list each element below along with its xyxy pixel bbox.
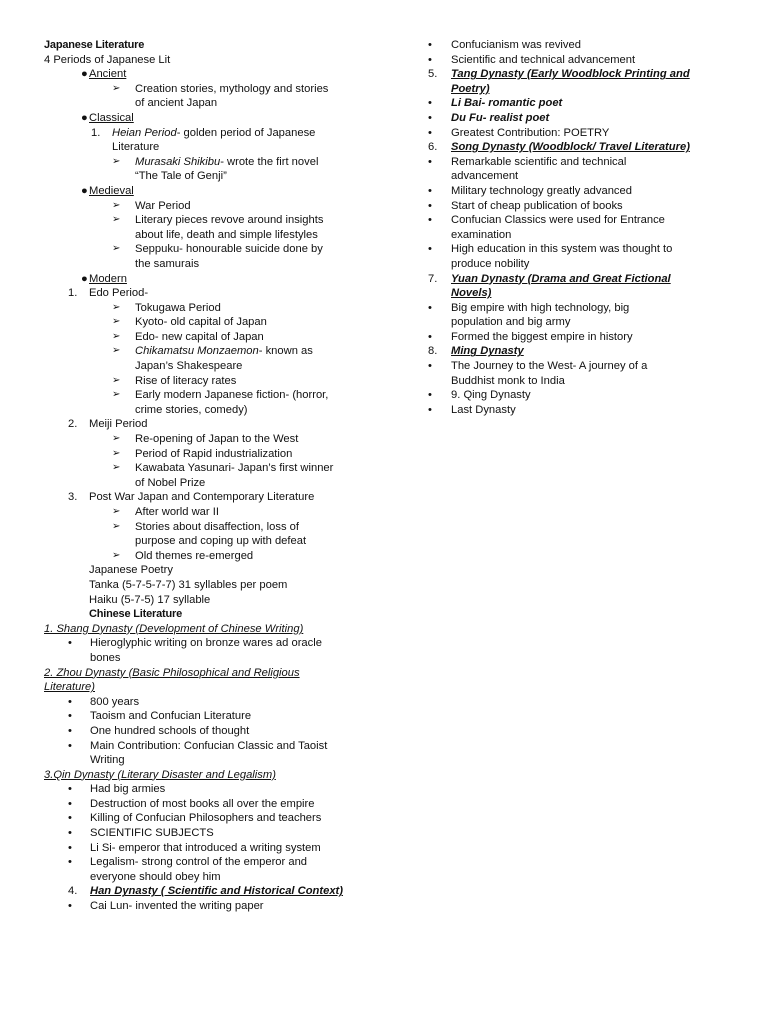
text: Haiku (5-7-5) 17 syllable (89, 593, 211, 606)
list-number: 8. (428, 345, 438, 358)
text-line (44, 140, 374, 155)
text-line (428, 286, 728, 301)
text: - golden period of Japanese (176, 126, 316, 139)
list-item (44, 228, 374, 243)
list-number: 1. (68, 287, 78, 300)
text: One hundred schools of thought (90, 724, 250, 737)
text: Scientific and technical advancement (451, 53, 636, 66)
text-line (44, 169, 374, 184)
bullet-icon: • (428, 360, 432, 373)
text-line (428, 344, 728, 359)
bullet-icon: • (428, 199, 432, 212)
list-item (428, 242, 728, 257)
text-line (44, 286, 374, 301)
arrow-icon: ➢ (112, 155, 121, 167)
dynasty-heading: 1. Shang Dynasty (Development of Chinese Writing) (44, 622, 304, 635)
text: Seppuku- honourable suicide done by (135, 243, 323, 256)
list-item (428, 38, 728, 53)
arrow-icon: ➢ (112, 345, 121, 357)
list-item (428, 169, 728, 184)
list-item (428, 213, 728, 228)
text-line (428, 140, 728, 155)
list-item (428, 403, 728, 418)
text: Kyoto- old capital of Japan (135, 316, 267, 329)
list-item (428, 330, 728, 345)
text: Formed the biggest empire in history (451, 330, 633, 343)
list-item (44, 476, 374, 491)
text: Old themes re-emerged (135, 549, 254, 562)
text: Destruction of most books all over the empire (90, 797, 315, 810)
text: of ancient Japan (135, 97, 218, 110)
text-line (44, 666, 374, 681)
text: of Nobel Prize (135, 476, 206, 489)
text: crime stories, comedy) (135, 403, 248, 416)
text: Murasaki Shikibu (135, 155, 221, 168)
bullet-icon: • (68, 797, 72, 810)
text-line (44, 768, 374, 783)
bullet-icon: • (68, 710, 72, 723)
text: Early modern Japanese fiction- (horror, (135, 389, 329, 402)
bullet-icon: • (428, 126, 432, 139)
text: Taoism and Confucian Literature (90, 710, 252, 723)
arrow-icon: ➢ (112, 374, 121, 386)
text: Last Dynasty (451, 403, 516, 416)
list-item (44, 855, 374, 870)
section-label: Ancient (89, 68, 127, 81)
list-item (428, 228, 728, 243)
text-line (44, 622, 374, 637)
text-line (44, 578, 374, 593)
text-line (44, 67, 374, 82)
text: Edo Period- (89, 287, 149, 300)
list-item (428, 184, 728, 199)
arrow-icon: ➢ (112, 214, 121, 226)
text: Rise of literacy rates (135, 374, 237, 387)
text: about life, death and simple lifestyles (135, 228, 318, 241)
text: “The Tale of Genji” (135, 170, 227, 183)
bullet-icon: • (428, 301, 432, 314)
left-column (44, 38, 374, 914)
list-item (428, 126, 728, 141)
list-item (44, 549, 374, 564)
list-item (44, 899, 374, 914)
bullet-icon: • (68, 695, 72, 708)
dynasty-heading: Song Dynasty (Woodblock/ Travel Literature) (451, 141, 690, 154)
dynasty-heading: Tang Dynasty (Early Woodblock Printing and (451, 68, 690, 81)
list-item (44, 199, 374, 214)
text: War Period (135, 199, 191, 212)
list-item (44, 724, 374, 739)
text-line (44, 563, 374, 578)
text: Legalism- strong control of the emperor and (90, 856, 308, 869)
bullet-icon: • (68, 637, 72, 650)
subtitle: 4 Periods of Japanese Lit (44, 53, 171, 66)
list-item (428, 53, 728, 68)
arrow-icon: ➢ (112, 549, 121, 561)
text: Japan’s Shakespeare (135, 360, 243, 373)
text: Killing of Confucian Philosophers and teachers (90, 812, 322, 825)
bullet-icon: • (428, 184, 432, 197)
text: Literature (112, 141, 160, 154)
list-item (44, 447, 374, 462)
bullet-icon: • (428, 39, 432, 51)
list-item (44, 870, 374, 885)
list-item (428, 301, 728, 316)
text: Literary pieces revove around insights (135, 214, 324, 227)
section-label: Medieval (89, 184, 134, 197)
list-item (44, 534, 374, 549)
bullet-icon: • (428, 97, 432, 110)
dynasty-heading: Han Dynasty ( Scientific and Historical Context) (90, 885, 344, 898)
arrow-icon: ➢ (112, 243, 121, 255)
poetry-title: Japanese Poetry (89, 564, 173, 577)
text: Military technology greatly advanced (451, 184, 632, 197)
text-line (44, 126, 374, 141)
text: Meiji Period (89, 418, 148, 431)
list-number: 1. (91, 126, 101, 139)
bullet-icon: • (68, 856, 72, 869)
arrow-icon: ➢ (112, 447, 121, 459)
list-item (44, 257, 374, 272)
arrow-icon: ➢ (112, 389, 121, 401)
bullet-icon: • (68, 724, 72, 737)
dynasty-heading: Yuan Dynasty (Drama and Great Fictional (451, 272, 671, 285)
bullet-icon: • (428, 155, 432, 168)
bullet-icon: ● (81, 68, 88, 81)
list-item (44, 709, 374, 724)
text-line (44, 359, 374, 374)
bullet-icon: • (68, 841, 72, 854)
text: - romantic poet (481, 97, 563, 110)
list-item (428, 96, 728, 111)
list-number: 4. (68, 885, 78, 898)
list-item (44, 96, 374, 111)
list-number: 2. (68, 418, 78, 431)
text: purpose and coping up with defeat (135, 535, 307, 548)
text: advancement (451, 170, 519, 183)
arrow-icon: ➢ (112, 316, 121, 328)
text-line (44, 53, 374, 68)
list-item (44, 811, 374, 826)
list-item (44, 242, 374, 257)
text: Post War Japan and Contemporary Literature (89, 491, 315, 504)
text: 9. Qing Dynasty (451, 389, 531, 402)
text: Stories about disaffection, loss of (135, 520, 299, 533)
list-number: 3. (68, 491, 78, 504)
list-item (44, 461, 374, 476)
text-line (44, 884, 374, 899)
bullet-icon: • (68, 783, 72, 796)
dynasty-heading: 2. Zhou Dynasty (Basic Philosophical and Religious (44, 666, 300, 679)
list-item (428, 388, 728, 403)
text: Tokugawa Period (135, 301, 221, 314)
text: the samurais (135, 257, 200, 270)
text: Chikamatsu Monzaemon (135, 345, 259, 358)
list-item (428, 374, 728, 389)
text: Confucianism was revived (451, 39, 581, 51)
text-line (44, 344, 374, 359)
list-item (44, 841, 374, 856)
list-item (44, 753, 374, 768)
text: Main Contribution: Confucian Classic and Taoist (90, 739, 328, 752)
list-number: 6. (428, 141, 438, 154)
bullet-icon: • (428, 330, 432, 343)
list-item (44, 388, 374, 403)
text: Heian Period (112, 126, 177, 139)
text-line (44, 490, 374, 505)
section-label: Modern (89, 272, 127, 285)
arrow-icon: ➢ (112, 82, 121, 94)
dynasty-heading: Novels) (451, 287, 492, 300)
text-line (44, 680, 374, 695)
text: population and big army (451, 316, 571, 329)
list-item (428, 199, 728, 214)
list-number: 5. (428, 68, 438, 81)
list-number: 7. (428, 272, 438, 285)
text: Kawabata Yasunari- Japan’s first winner (135, 462, 334, 475)
list-item (428, 315, 728, 330)
text-line (44, 417, 374, 432)
bullet-icon: • (428, 111, 432, 124)
text: everyone should obey him (90, 870, 221, 883)
bullet-icon: • (68, 900, 72, 913)
text-line (428, 67, 728, 82)
list-item (428, 359, 728, 374)
text: After world war II (135, 506, 219, 518)
list-item (44, 739, 374, 754)
section-title: Chinese Literature (89, 608, 182, 621)
list-item (44, 695, 374, 710)
dynasty-heading: Literature) (44, 681, 95, 694)
text: Had big armies (90, 783, 166, 796)
text: SCIENTIFIC SUBJECTS (90, 827, 214, 840)
list-item (44, 213, 374, 228)
text: Period of Rapid industrialization (135, 447, 293, 460)
text: Big empire with high technology, big (451, 301, 630, 314)
text-line (44, 111, 374, 126)
list-item (44, 826, 374, 841)
text: The Journey to the West- A journey of a (451, 360, 648, 373)
list-item (44, 636, 374, 651)
text: Creation stories, mythology and stories (135, 82, 329, 95)
list-item (44, 301, 374, 316)
list-item (428, 111, 728, 126)
list-item (44, 432, 374, 447)
text-line (44, 593, 374, 608)
text: Writing (90, 754, 125, 767)
text: High education in this system was thought to (451, 243, 673, 256)
text-line (44, 184, 374, 199)
text-line (44, 607, 374, 622)
bullet-icon: • (68, 827, 72, 840)
text: Confucian Classics were used for Entrance (451, 214, 665, 227)
text: Greatest Contribution: POETRY (451, 126, 610, 139)
text: Li Si- emperor that introduced a writing system (90, 841, 321, 854)
text: bones (90, 651, 121, 664)
dynasty-heading: Ming Dynasty (451, 345, 524, 358)
list-item (44, 797, 374, 812)
text: - realist poet (482, 111, 550, 124)
text: Du Fu (451, 111, 483, 124)
list-item (44, 82, 374, 97)
list-item (44, 651, 374, 666)
text: Cai Lun- invented the writing paper (90, 900, 264, 913)
text: - wrote the firt novel (220, 155, 319, 168)
bullet-icon: • (428, 389, 432, 402)
list-item (428, 257, 728, 272)
arrow-icon: ➢ (112, 199, 121, 211)
text: examination (451, 228, 512, 241)
arrow-icon: ➢ (112, 462, 121, 474)
text: Re-opening of Japan to the West (135, 433, 299, 446)
text-line (44, 155, 374, 170)
text: Remarkable scientific and technical (451, 155, 627, 168)
arrow-icon: ➢ (112, 506, 121, 517)
bullet-icon: ● (81, 111, 88, 124)
bullet-icon: ● (81, 184, 88, 197)
text: - known as (258, 345, 313, 358)
text: Edo- new capital of Japan (135, 330, 264, 343)
bullet-icon: • (428, 243, 432, 256)
dynasty-heading: Poetry) (451, 82, 490, 95)
list-item (44, 520, 374, 535)
bullet-icon: • (68, 739, 72, 752)
text: produce nobility (451, 257, 530, 270)
text-line (428, 82, 728, 97)
arrow-icon: ➢ (112, 520, 121, 532)
text: Li Bai (451, 97, 482, 110)
list-item (44, 330, 374, 345)
text-line (428, 272, 728, 287)
bullet-icon: • (428, 53, 432, 66)
doc-title (44, 38, 374, 53)
bullet-icon: • (428, 403, 432, 416)
list-item (428, 155, 728, 170)
list-item (44, 403, 374, 418)
text: Tanka (5-7-5-7-7) 31 syllables per poem (89, 578, 288, 591)
text: Hieroglyphic writing on bronze wares ad oracle (90, 637, 322, 650)
bullet-icon: ● (81, 272, 88, 285)
dynasty-heading: 3.Qin Dynasty (Literary Disaster and Legalism) (44, 768, 276, 781)
arrow-icon: ➢ (112, 433, 121, 445)
text: Start of cheap publication of books (451, 199, 623, 212)
list-item (44, 505, 374, 520)
bullet-icon: • (68, 812, 72, 825)
text-line (44, 272, 374, 287)
list-item (44, 315, 374, 330)
section-label: Classical (89, 111, 134, 124)
list-item (44, 782, 374, 797)
text: Buddhist monk to India (451, 374, 565, 387)
page-title: Japanese Literature (44, 39, 145, 51)
bullet-icon: • (428, 214, 432, 227)
text: 800 years (90, 695, 140, 708)
arrow-icon: ➢ (112, 330, 121, 342)
arrow-icon: ➢ (112, 301, 121, 313)
list-item (44, 374, 374, 389)
right-column (428, 38, 728, 417)
